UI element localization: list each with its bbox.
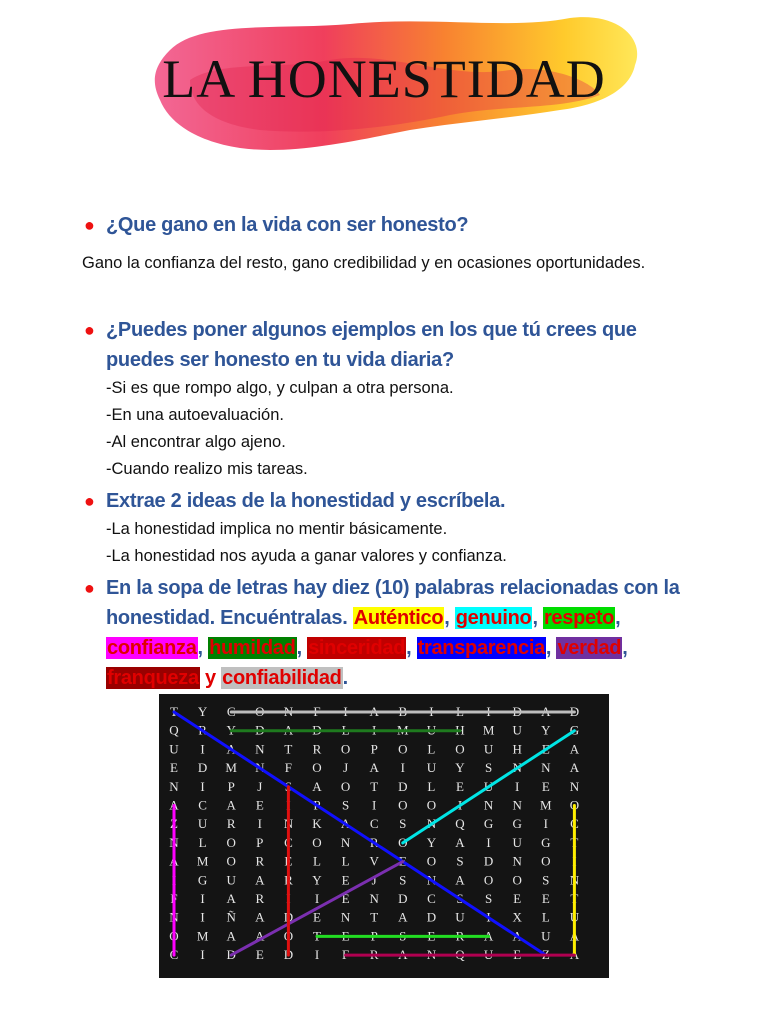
grid-letter: N <box>369 891 379 906</box>
grid-letter: N <box>283 704 294 719</box>
grid-letter: O <box>483 872 494 888</box>
grid-letter: A <box>398 947 408 963</box>
grid-letter: F <box>313 704 321 719</box>
grid-letter: N <box>255 760 265 776</box>
grid-letter: A <box>569 947 580 963</box>
grid-letter: B <box>398 704 408 719</box>
grid-letter: Z <box>541 947 550 963</box>
answer-2-list <box>82 375 722 483</box>
grid-letter: D <box>426 909 437 925</box>
grid-letter: I <box>200 891 205 906</box>
grid-letter: M <box>397 722 409 738</box>
bullet-icon: ● <box>84 578 95 598</box>
question-1 <box>82 210 722 277</box>
grid-letter: H <box>455 722 465 738</box>
question-2 <box>82 315 722 483</box>
grid-letter: A <box>398 909 408 925</box>
grid-letter: E <box>284 853 293 869</box>
grid-letter: I <box>515 778 520 794</box>
grid-letter: P <box>313 797 321 813</box>
grid-letter: U <box>226 872 236 888</box>
grid-letter: J <box>257 778 263 794</box>
grid-letter: O <box>398 834 408 850</box>
grid-letter: L <box>313 853 321 869</box>
grid-letter: O <box>226 853 236 869</box>
grid-letter: T <box>170 704 178 719</box>
grid-letter: U <box>426 760 437 776</box>
word-verdad: verdad <box>557 637 622 659</box>
grid-letter: O <box>512 872 522 888</box>
grid-letter: A <box>283 722 294 738</box>
grid-letter: U <box>512 722 522 738</box>
grid-letter: R <box>255 853 265 869</box>
grid-letter: I <box>572 853 577 869</box>
grid-letter: O <box>169 928 179 944</box>
grid-letter: A <box>255 928 265 944</box>
grid-letter: S <box>456 853 464 869</box>
answer-item: -Si es que rompo algo, y culpan a otra persona. <box>106 379 454 397</box>
word-confiabilidad: confiabilidad <box>222 667 342 689</box>
grid-letter: I <box>486 704 491 719</box>
grid-letter: G <box>512 816 522 832</box>
grid-letter: N <box>512 797 522 813</box>
grid-letter: N <box>569 778 580 794</box>
grid-letter: N <box>426 816 437 832</box>
grid-letter: T <box>284 741 293 757</box>
grid-letter: A <box>226 741 236 757</box>
grid-letter: U <box>483 947 494 963</box>
grid-letter: D <box>312 722 322 738</box>
grid-letter: D <box>283 909 294 925</box>
grid-letter: O <box>255 704 265 719</box>
grid-letter: R <box>455 928 465 944</box>
grid-letter: A <box>541 704 551 719</box>
grid-letter: C <box>198 797 207 813</box>
grid-letter: N <box>340 909 351 925</box>
grid-letter: T <box>570 834 579 850</box>
grid-letter: U <box>197 816 208 832</box>
grid-letter: O <box>569 797 580 813</box>
word-confianza: confianza <box>107 637 197 659</box>
grid-letter: N <box>169 909 179 925</box>
grid-letter: A <box>169 797 179 813</box>
question-3-text: ● Extrae 2 ideas de la honestidad y escríbela. <box>82 486 722 516</box>
grid-letter: A <box>255 909 265 925</box>
grid-letter: O <box>398 797 408 813</box>
grid-letter: G <box>541 834 551 850</box>
grid-letter: U <box>426 722 437 738</box>
grid-letter: E <box>255 947 264 963</box>
grid-letter: M <box>540 797 552 813</box>
grid-letter: N <box>512 760 522 776</box>
grid-letter: R <box>226 816 236 832</box>
grid-letter: Y <box>455 760 465 776</box>
grid-letter: E <box>541 891 550 906</box>
grid-letter: N <box>169 834 179 850</box>
word-respeto: respeto <box>543 607 615 629</box>
grid-letter: M <box>225 760 237 776</box>
grid-letter: C <box>226 704 236 719</box>
grid-letter: L <box>198 834 207 850</box>
grid-letter: O <box>340 778 351 794</box>
grid-letter: E <box>255 797 264 813</box>
grid-letter: M <box>482 722 495 738</box>
grid-letter: E <box>456 778 464 794</box>
answer-item: -La honestidad nos ayuda a ganar valores y confianza. <box>106 547 507 565</box>
bullet-icon: ● <box>84 215 95 235</box>
grid-letter: R <box>284 872 293 888</box>
grid-letter: H <box>512 741 522 757</box>
grid-letter: F <box>284 760 293 776</box>
grid-letter: E <box>427 928 436 944</box>
grid-letter: O <box>541 853 551 869</box>
grid-letter: U <box>569 909 580 925</box>
grid-letter: F <box>170 891 178 906</box>
grid-letter: I <box>200 909 205 925</box>
grid-letter: T <box>313 928 321 944</box>
grid-letter: L <box>456 704 464 719</box>
grid-letter: A <box>312 778 322 794</box>
grid-letter: P <box>256 834 264 850</box>
grid-letter: U <box>483 741 494 757</box>
grid-letter: S <box>399 816 407 832</box>
grid-letter: D <box>569 704 580 719</box>
grid-letter: J <box>371 872 377 888</box>
grid-letter: S <box>399 928 407 944</box>
grid-letter: M <box>196 928 209 944</box>
grid-letter: D <box>483 853 494 869</box>
grid-letter: U <box>512 834 522 850</box>
grid-letter: Q <box>455 816 465 832</box>
grid-letter: C <box>169 947 179 963</box>
word-transparencia: transparencia <box>417 637 545 659</box>
grid-letter: D <box>197 760 208 776</box>
grid-letter: I <box>200 778 205 794</box>
question-4-text: ● En la sopa de letras hay diez (10) palabras relacionadas con la honestidad. Encuéntralas. Auténtico, genuino, respeto, confianza, humildad, sinceridad, transparencia, verdad, franqueza y confiabilidad. <box>82 573 722 693</box>
grid-letter: U <box>483 778 494 794</box>
grid-letter: S <box>341 797 350 813</box>
grid-letter: N <box>283 816 294 832</box>
grid-letter: E <box>398 853 407 869</box>
grid-letter: T <box>370 909 379 925</box>
grid-letter: S <box>284 778 293 794</box>
grid-letter: R <box>312 741 322 757</box>
grid-letter: E <box>313 909 321 925</box>
question-2-text: ● ¿Puedes poner algunos ejemplos en los que tú crees que puedes ser honesto en tu vida diaria? <box>82 315 722 375</box>
grid-letter: D <box>512 704 522 719</box>
grid-letter: U <box>541 928 551 944</box>
word-genuino: genuino <box>455 607 532 629</box>
grid-letter: L <box>427 741 436 757</box>
grid-letter: O <box>426 853 437 869</box>
grid-letter: V <box>369 853 379 869</box>
grid-letter: C <box>427 891 436 906</box>
grid-letter: E <box>341 891 350 906</box>
grid-letter: Y <box>312 872 322 888</box>
grid-letter: R <box>198 722 207 738</box>
grid-letter: N <box>426 872 437 888</box>
grid-letter: I <box>429 704 434 719</box>
grid-letter: S <box>399 872 407 888</box>
grid-letter: D <box>255 722 265 738</box>
grid-letter: N <box>169 778 179 794</box>
grid-letter: L <box>541 909 550 925</box>
word-franqueza: franqueza <box>107 667 199 689</box>
grid-letter: A <box>169 853 179 869</box>
grid-letter: N <box>340 834 351 850</box>
grid-letter: I <box>457 797 463 813</box>
grid-letter: I <box>543 816 548 832</box>
grid-letter: N <box>255 741 265 757</box>
grid-letter: Z <box>170 816 178 832</box>
grid-letter: Y <box>226 722 236 738</box>
grid-letter: J <box>343 760 349 776</box>
grid-letter: E <box>541 778 550 794</box>
grid-letter: Q <box>169 722 179 738</box>
grid-letter: C <box>570 816 579 832</box>
grid-letter: Y <box>541 722 551 738</box>
grid-letter: R <box>369 947 379 963</box>
grid-letter: R <box>255 891 265 906</box>
grid-letter: A <box>455 834 465 850</box>
grid-letter: I <box>372 722 377 738</box>
grid-letter: S <box>484 891 493 906</box>
grid-letter: O <box>283 928 294 944</box>
grid-letter: A <box>226 928 236 944</box>
grid-letter: C <box>369 816 379 832</box>
grid-letter: D <box>398 778 408 794</box>
grid-letter: A <box>226 797 236 813</box>
grid-letter: I <box>200 947 205 963</box>
grid-letter: I <box>372 797 377 813</box>
grid-letter: O <box>312 834 322 850</box>
grid-letter: A <box>512 928 522 944</box>
grid-letter: E <box>513 947 522 963</box>
grid-letter: E <box>541 741 550 757</box>
word-humildad: humildad <box>209 637 296 659</box>
grid-letter: P <box>227 778 235 794</box>
grid-letter: I <box>400 760 405 776</box>
grid-letter: R <box>369 834 379 850</box>
grid-letter: O <box>426 797 437 813</box>
grid-letter: Y <box>197 704 208 719</box>
answer-item: -Al encontrar algo ajeno. <box>106 433 286 451</box>
grid-letter: O <box>340 741 351 757</box>
grid-letter: O <box>455 741 465 757</box>
grid-letter: N <box>426 947 437 963</box>
grid-letter: D <box>398 891 408 906</box>
grid-letter: L <box>427 778 436 794</box>
grid-letter: A <box>369 704 379 719</box>
grid-letter: G <box>569 722 580 738</box>
grid-letter: U <box>455 909 465 925</box>
question-1-text: ● ¿Que gano en la vida con ser honesto? <box>82 210 722 240</box>
grid-letter: A <box>569 760 580 776</box>
answer-item: -En una autoevaluación. <box>106 406 284 424</box>
grid-letter: I <box>171 872 177 888</box>
grid-letter: A <box>455 872 465 888</box>
grid-letter: N <box>483 797 494 813</box>
grid-letter: Y <box>426 834 437 850</box>
grid-letter: A <box>226 891 236 906</box>
grid-letter: A <box>340 816 351 832</box>
grid-letter: F <box>341 947 350 963</box>
answer-item: -La honestidad implica no mentir básicamente. <box>106 520 448 538</box>
grid-letter: L <box>341 722 350 738</box>
grid-letter: E <box>170 760 178 776</box>
grid-letter: M <box>196 853 209 869</box>
grid-letter: T <box>370 778 379 794</box>
answer-item: -Cuando realizo mis tareas. <box>106 460 308 478</box>
grid-letter: I <box>314 891 320 906</box>
grid-letter: Ñ <box>226 909 236 925</box>
grid-letter: I <box>343 704 348 719</box>
grid-letter: E <box>341 872 350 888</box>
grid-letter: P <box>370 741 378 757</box>
word-search-puzzle <box>159 694 609 978</box>
bullet-icon: ● <box>84 491 95 511</box>
grid-letter: D <box>226 947 236 963</box>
grid-letter: G <box>483 816 494 832</box>
grid-letter: I <box>257 816 262 832</box>
answer-1: Gano la confianza del resto, gano credibilidad y en ocasiones oportunidades. <box>82 254 646 272</box>
question-3 <box>82 486 722 570</box>
grid-letter: K <box>312 816 322 832</box>
question-4 <box>82 573 722 693</box>
page-title: LA HONESTIDAD <box>162 49 606 109</box>
grid-letter: I <box>486 909 491 925</box>
grid-letter: A <box>569 741 580 757</box>
grid-letter: N <box>541 760 551 776</box>
grid-letter: A <box>255 872 265 888</box>
grid-letter: N <box>569 872 580 888</box>
grid-letter: L <box>341 853 350 869</box>
answer-3-list <box>82 516 722 570</box>
grid-letter: P <box>370 928 378 944</box>
word-autentico: Auténtico <box>353 607 444 629</box>
bullet-icon: ● <box>84 320 95 340</box>
grid-letter: G <box>197 872 208 888</box>
grid-letter: A <box>569 928 580 944</box>
grid-letter: E <box>341 928 350 944</box>
grid-letter: I <box>200 741 205 757</box>
grid-letter: S <box>484 760 493 776</box>
grid-letter: X <box>512 909 522 925</box>
grid-letter: U <box>169 741 179 757</box>
grid-letter: D <box>283 947 294 963</box>
grid-letter: S <box>456 891 464 906</box>
grid-letter: I <box>486 834 491 850</box>
grid-letter: T <box>570 891 579 906</box>
grid-letter: S <box>542 872 550 888</box>
grid-letter: O <box>398 741 408 757</box>
grid-letter: O <box>226 834 236 850</box>
grid-letter: E <box>513 891 522 906</box>
grid-letter: I <box>286 797 291 813</box>
grid-letter: A <box>369 760 379 776</box>
grid-letter: Q <box>455 947 465 963</box>
grid-letter: I <box>314 947 320 963</box>
grid-letter: C <box>284 834 293 850</box>
grid-letter: A <box>483 928 494 944</box>
grid-letter: I <box>286 891 291 906</box>
word-sinceridad: sinceridad <box>308 637 406 659</box>
grid-letter: N <box>512 853 522 869</box>
grid-letter: O <box>312 760 322 776</box>
